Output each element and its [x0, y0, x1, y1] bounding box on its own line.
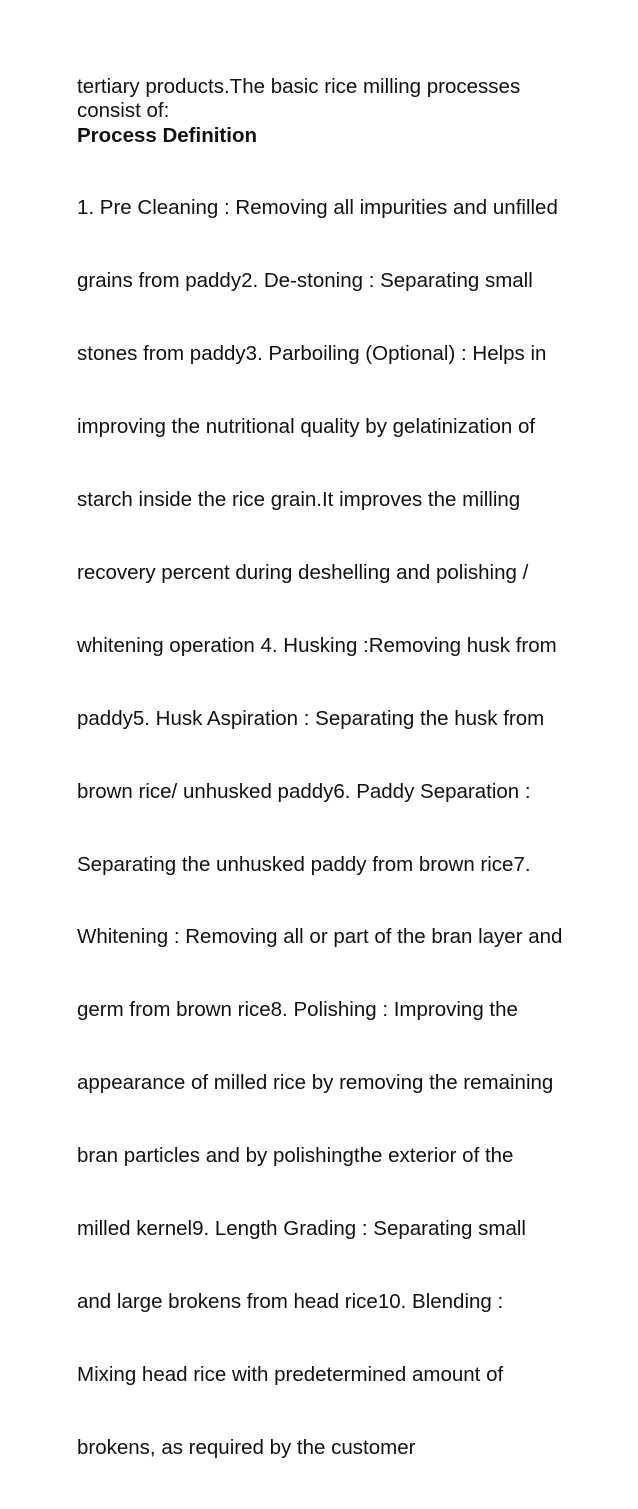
body-line-2: grains from paddy2. De-stoning : Separating small — [77, 269, 533, 293]
intro-line-1: tertiary products.The basic rice milling processes — [77, 75, 521, 98]
body-line-18: brokens, as required by the customer — [77, 1435, 416, 1459]
body-line-11: Whitening : Removing all or part of the bran layer and — [77, 925, 563, 949]
body-line-3: stones from paddy3. Parboiling (Optional) : Helps in — [77, 342, 547, 366]
body-line-12: germ from brown rice8. Polishing : Improving the — [77, 998, 518, 1022]
intro-line-2: consist of: — [77, 99, 170, 123]
body-line-6: recovery percent during deshelling and polishing / — [77, 560, 529, 584]
body-line-7: whitening operation 4. Husking :Removing husk from — [77, 633, 557, 657]
section-heading: Process Definition — [77, 123, 257, 147]
body-line-9: brown rice/ unhusked paddy6. Paddy Separation : — [77, 779, 531, 803]
body-line-5: starch inside the rice grain.It improves the milling — [77, 488, 521, 512]
document-page — [77, 75, 577, 1509]
body-line-15: milled kernel9. Length Grading : Separating small — [77, 1216, 526, 1240]
body-line-13: appearance of milled rice by removing the remaining — [77, 1071, 554, 1095]
body-line-16: and large brokens from head rice10. Blending : — [77, 1289, 504, 1313]
body-line-17: Mixing head rice with predetermined amount of — [77, 1362, 504, 1386]
intro-paragraph — [77, 75, 577, 124]
body-line-14: bran particles and by polishingthe exterior of the — [77, 1144, 514, 1168]
body-line-8: paddy5. Husk Aspiration : Separating the husk from — [77, 706, 545, 730]
process-definition-paragraph — [77, 148, 577, 1509]
body-line-10: Separating the unhusked paddy from brown rice7. — [77, 852, 531, 876]
body-line-1: 1. Pre Cleaning : Removing all impurities and unfilled — [77, 196, 558, 220]
body-line-4: improving the nutritional quality by gelatinization of — [77, 415, 536, 439]
